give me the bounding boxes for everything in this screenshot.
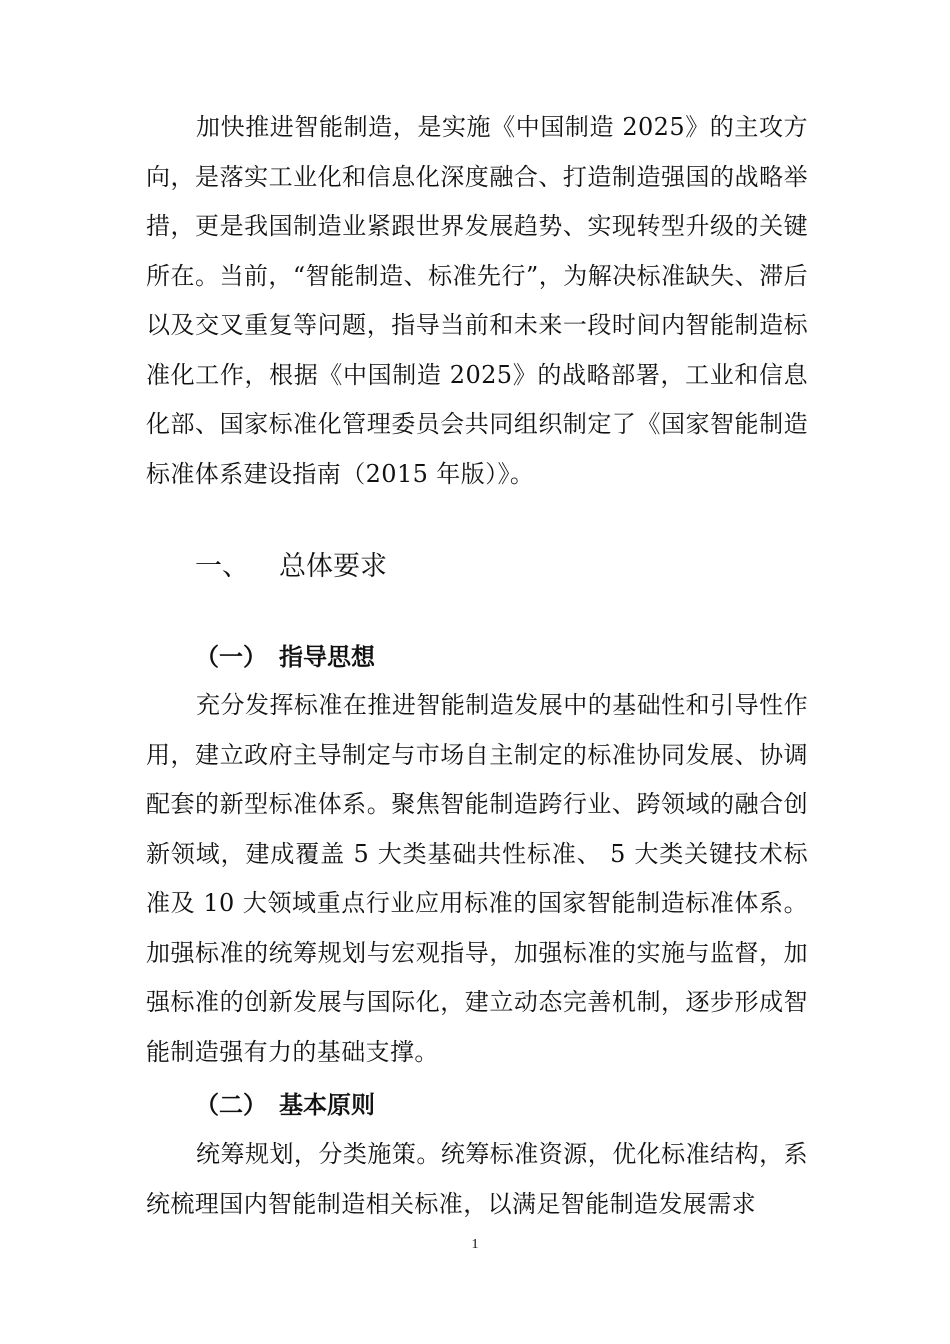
subsection-title: 指导思想	[279, 642, 375, 671]
section-title: 总体要求	[279, 551, 387, 582]
intro-paragraph: 加快推进智能制造，是实施《中国制造 2025》的主攻方向，是落实工业化和信息化深度融合、打造制造强国的战略举措，更是我国制造业紧跟世界发展趋势、实现转型升级的关键所在。当前，“智能制造、标准先行”，为解决标准缺失、滞后以及交叉重复等问题，指导当前和未来一段时间内智能制造标准化工作，根据《中国制造 2025》的战略部署，工业和信息化部、国家标准化管理委员会共同组织制定了《国家智能制造标准体系建设指南（2015 年版）》。	[146, 113, 808, 488]
guiding-ideology-paragraph: 充分发挥标准在推进智能制造发展中的基础性和引导性作用，建立政府主导制定与市场自主制定的标准协同发展、协调配套的新型标准体系。聚焦智能制造跨行业、跨领域的融合创新领域，建成覆盖 5 大类基础共性标准、 5 大类关键技术标准及 10 大领域重点行业应用标准的国家智能制造标准体系。加强标准的统筹规划与宏观指导，加强标准的实施与监督，加强标准的创新发展与国际化，建立动态完善机制，逐步形成智能制造强有力的基础支撑。	[146, 691, 808, 1066]
section-number: 一、	[195, 551, 249, 582]
section-heading-overall-requirements	[195, 547, 387, 587]
basic-principles-paragraph: 统筹规划，分类施策。统筹标准资源，优化标准结构，系统梳理国内智能制造相关标准，以满足智能制造发展需求	[146, 1140, 808, 1218]
subsection-number: （二）	[195, 1090, 267, 1119]
subsection-title: 基本原则	[279, 1090, 375, 1119]
page-number: 1	[471, 1237, 479, 1252]
subsection-heading-basic-principles	[195, 1085, 375, 1125]
subsection-heading-guiding-ideology	[195, 637, 375, 677]
subsection-number: （一）	[195, 642, 267, 671]
